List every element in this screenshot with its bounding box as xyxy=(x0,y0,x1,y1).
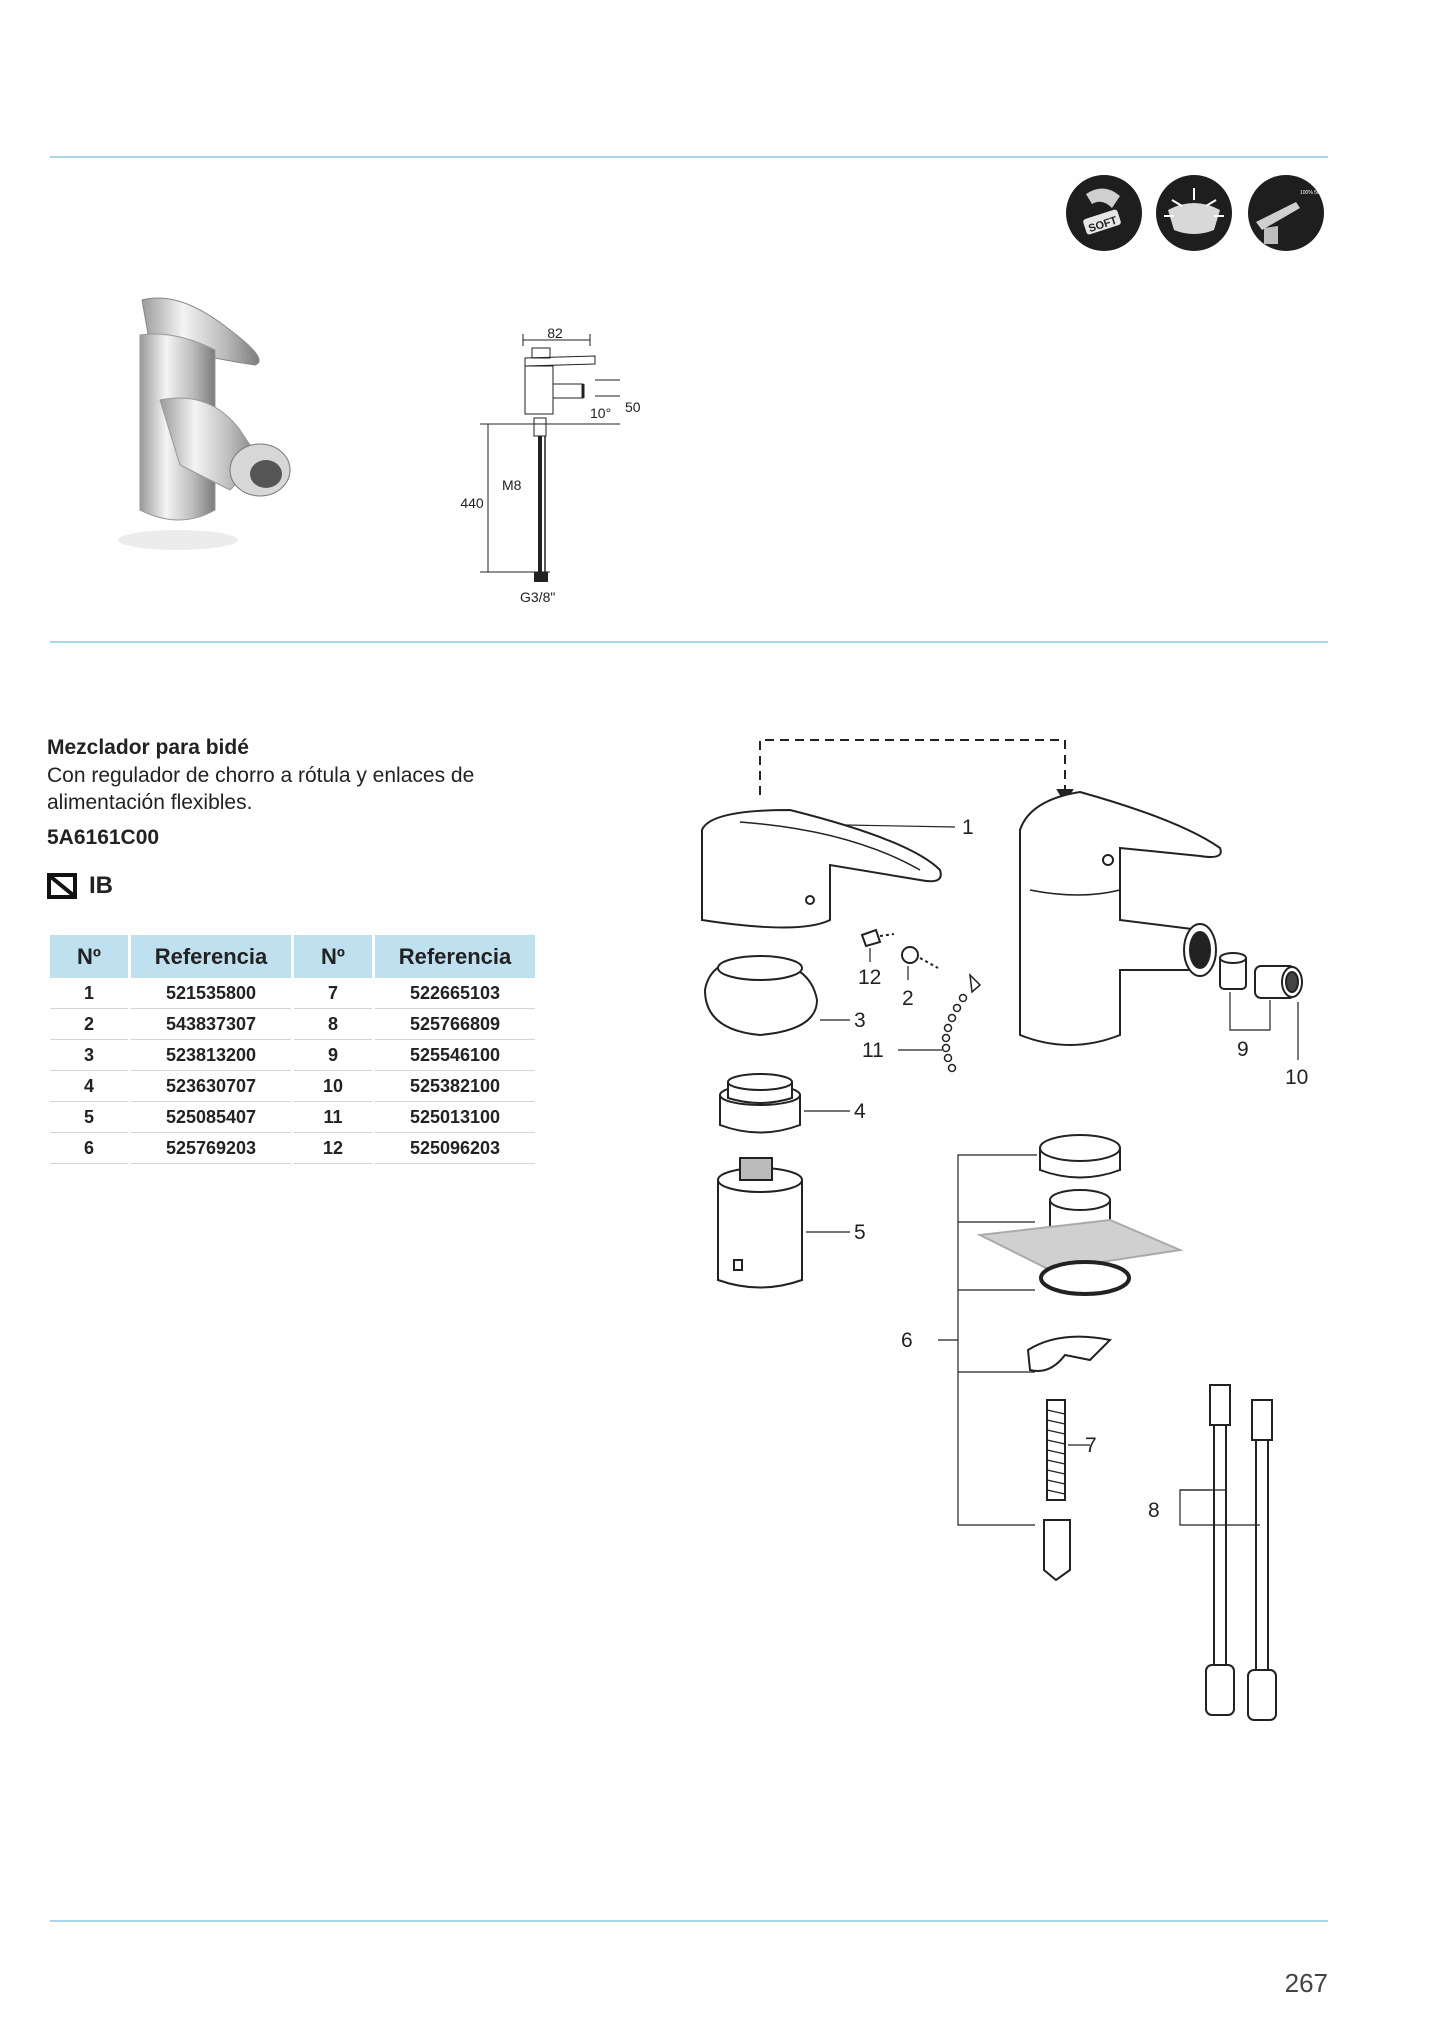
parts-table-header xyxy=(50,935,535,978)
cell: 525769203 xyxy=(131,1133,291,1164)
cell: 3 xyxy=(50,1040,128,1071)
cell: 11 xyxy=(294,1102,372,1133)
soft-badge-text: SOFT xyxy=(1087,214,1119,236)
part-1-lever-body xyxy=(702,810,955,928)
table-row xyxy=(50,1133,535,1164)
callout-3: 3 xyxy=(854,1009,866,1032)
cell: 521535800 xyxy=(131,978,291,1009)
callout-1: 1 xyxy=(962,816,974,839)
part-8-flexible-hoses xyxy=(1206,1385,1276,1720)
cell: 5 xyxy=(50,1102,128,1133)
product-code: 5A6161C00 xyxy=(47,826,160,849)
table-row xyxy=(50,978,535,1009)
table-row xyxy=(50,1071,535,1102)
dim-width: 82 xyxy=(547,325,563,341)
table-row xyxy=(50,1102,535,1133)
callout-6: 6 xyxy=(901,1329,913,1352)
product-title: Mezclador para bidé xyxy=(47,736,249,759)
part-5-cartridge xyxy=(718,1158,802,1288)
header-ref-2: Referencia xyxy=(375,935,535,978)
product-info xyxy=(47,736,527,900)
certification xyxy=(47,872,527,900)
dim-angle: 10° xyxy=(590,405,612,421)
header-no-1: Nº xyxy=(50,935,128,978)
cold-start-badge-icon xyxy=(1156,175,1232,251)
middle-rule xyxy=(50,641,1328,643)
certification-icon xyxy=(47,873,79,899)
cell: 525096203 xyxy=(375,1133,535,1164)
part-9-aerator xyxy=(1220,953,1246,989)
cell: 525013100 xyxy=(375,1102,535,1133)
cell: 7 xyxy=(294,978,372,1009)
bottom-rule xyxy=(50,1920,1328,1922)
cell: 6 xyxy=(50,1133,128,1164)
exploded-diagram xyxy=(680,730,1340,1750)
header-no-2: Nº xyxy=(294,935,372,978)
part-10-jet-regulator xyxy=(1255,966,1302,998)
part-3-cover xyxy=(705,956,817,1035)
cell: 9 xyxy=(294,1040,372,1071)
cell: 525546100 xyxy=(375,1040,535,1071)
callout-2: 2 xyxy=(902,987,914,1010)
table-row xyxy=(50,1009,535,1040)
part-4-nut xyxy=(720,1074,800,1133)
product-photo xyxy=(120,290,350,630)
part-12-screw xyxy=(862,930,894,946)
cell: 525085407 xyxy=(131,1102,291,1133)
cell: 523813200 xyxy=(131,1040,291,1071)
cell: 525382100 xyxy=(375,1071,535,1102)
product-description: Con regulador de chorro a rótula y enlaces de alimentación flexibles. xyxy=(47,764,475,814)
cell: 523630707 xyxy=(131,1071,291,1102)
dim-spout-height: 50 xyxy=(625,399,641,415)
assembled-mixer xyxy=(1020,792,1221,1045)
top-rule xyxy=(50,156,1328,158)
cell: 10 xyxy=(294,1071,372,1102)
callout-11: 11 xyxy=(862,1039,884,1062)
cell: 525766809 xyxy=(375,1009,535,1040)
callout-5: 5 xyxy=(854,1221,866,1244)
cell: 543837307 xyxy=(131,1009,291,1040)
callout-9: 9 xyxy=(1237,1038,1249,1061)
callout-4: 4 xyxy=(854,1100,866,1123)
cell: 12 xyxy=(294,1133,372,1164)
dim-thread: M8 xyxy=(502,477,522,493)
part-2-cap xyxy=(902,947,938,968)
part-6-fixing-set xyxy=(980,1135,1180,1371)
cell: 8 xyxy=(294,1009,372,1040)
parts-table xyxy=(47,935,538,1164)
callout-12: 12 xyxy=(858,966,882,989)
table-row xyxy=(50,1040,535,1071)
callout-10: 10 xyxy=(1285,1066,1309,1089)
eco-click-badge-icon xyxy=(1248,175,1344,251)
header-ref-1: Referencia xyxy=(131,935,291,978)
dimension-drawing xyxy=(460,318,660,618)
certification-label: IB xyxy=(89,872,113,899)
feature-badges xyxy=(1064,172,1344,254)
dim-connection: G3/8" xyxy=(520,589,556,605)
cell: 522665103 xyxy=(375,978,535,1009)
part-11-chain xyxy=(943,975,981,1072)
cell: 4 xyxy=(50,1071,128,1102)
page-number: 267 xyxy=(1284,1968,1328,1998)
cell: 1 xyxy=(50,978,128,1009)
part-7-stud xyxy=(1044,1400,1070,1580)
cell: 2 xyxy=(50,1009,128,1040)
dim-hose-length: 440 xyxy=(460,495,484,511)
callout-7: 7 xyxy=(1085,1434,1097,1457)
soft-badge-icon xyxy=(1066,175,1142,251)
eco-click-badge-text: 100% 50% click 0% xyxy=(1300,190,1344,196)
callout-8: 8 xyxy=(1148,1499,1160,1522)
